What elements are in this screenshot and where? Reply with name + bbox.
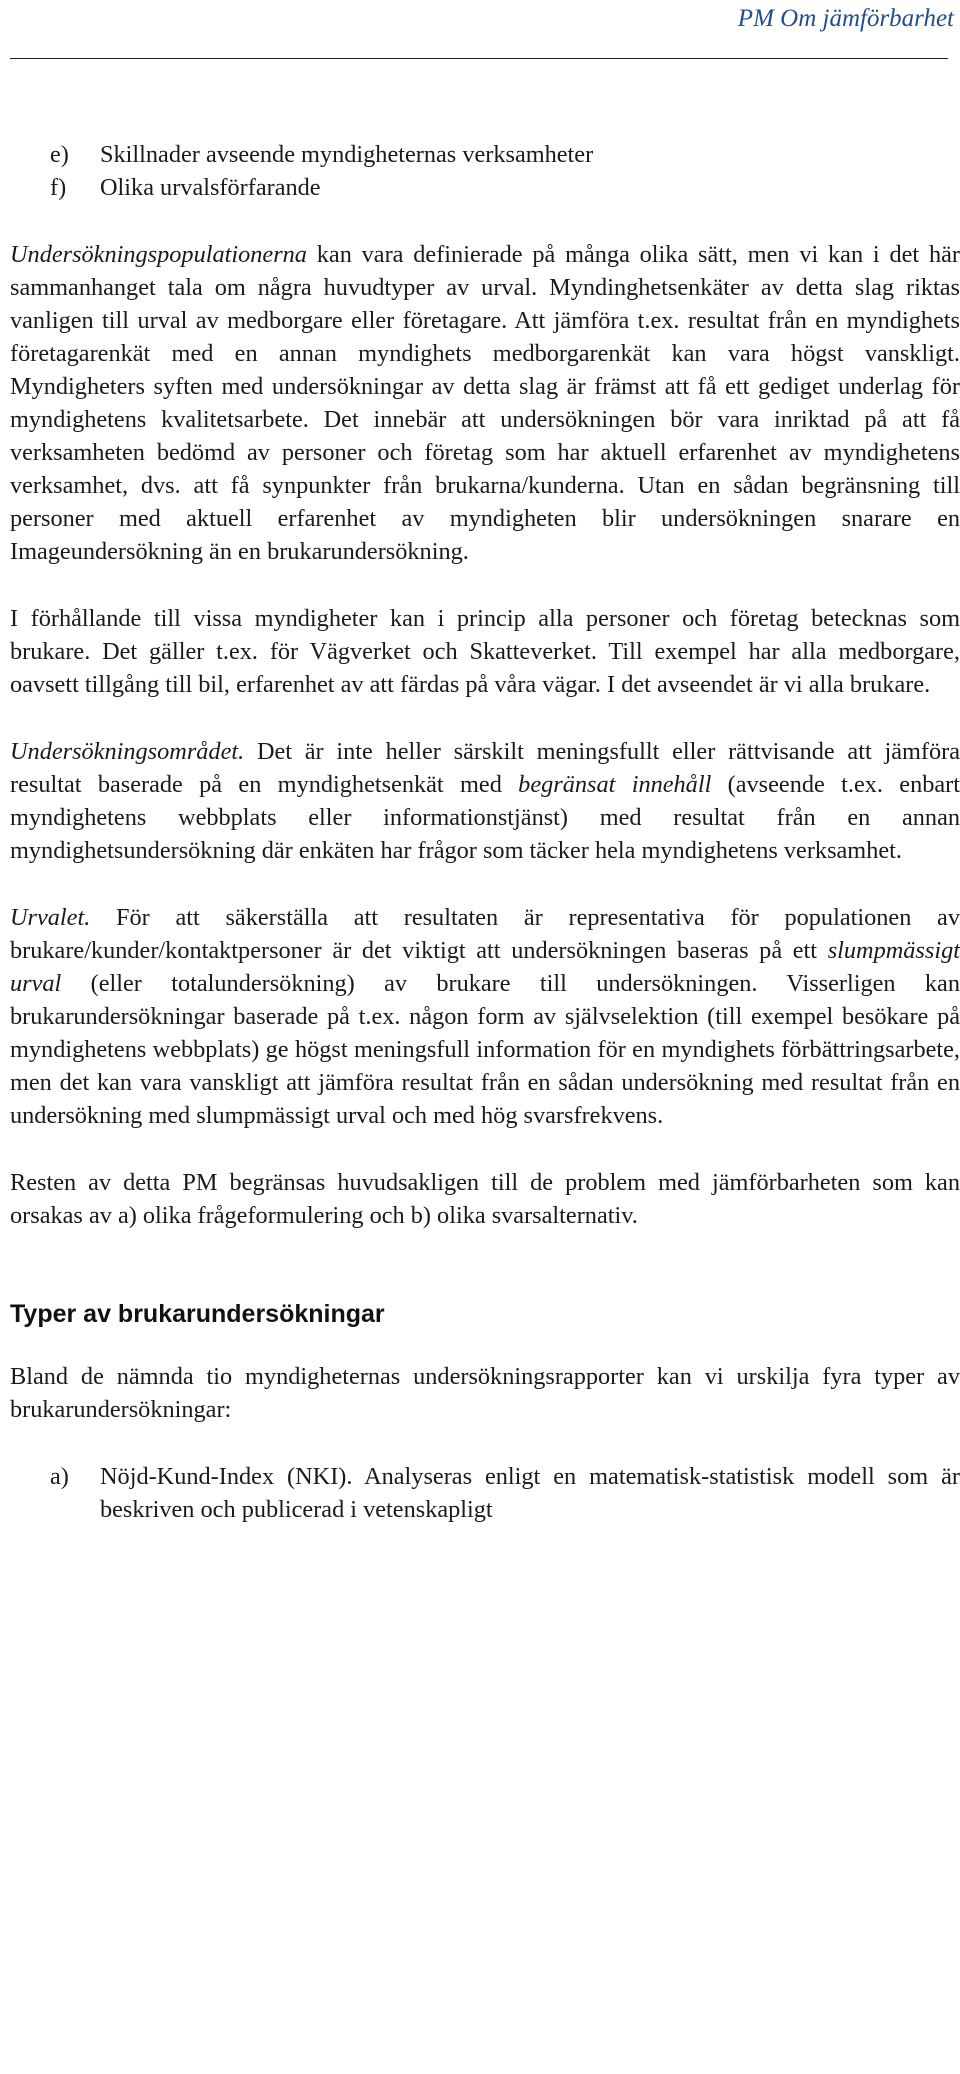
section-heading: Typer av brukarundersökningar [10,1300,385,1328]
list-marker: e) [50,141,69,168]
top-list [10,138,960,204]
paragraph-scope [10,735,960,867]
document-body [10,138,960,1526]
list-marker: f) [50,174,67,201]
section-intro: Bland de nämnda tio myndigheternas undersökningsrapporter kan vi urskilja fyra typer av brukarundersökningar: [10,1363,960,1423]
list-item-text: Skillnader avseende myndigheternas verksamheter [100,141,594,168]
paragraph-lead: Undersökningsområdet. [10,738,245,765]
paragraph-users: I förhållande till vissa myndigheter kan i princip alla personer och företag betecknas som brukare. Det gäller t.ex. för Vägverket och Skatteverket. Till exempel har alla medborgare, oavsett tillgång till bil, erfarenhet av att färdas på våra vägar. I det avseendet är vi alla brukare. [10,605,960,698]
paragraph-sample [10,901,960,1132]
paragraph-text: Det är inte heller särskilt meningsfullt eller rättvisande att jämföra resultat baserade på en myndighetsenkät med [10,738,960,798]
list-item [10,1460,960,1526]
header-rule [10,58,948,59]
list-item [10,138,960,171]
paragraph-lead: Undersökningspopulationerna [10,241,307,268]
paragraph-rest: Resten av detta PM begränsas huvudsakligen till de problem med jämförbarheten som kan orsakas av a) olika frågeformulering och b) olika svarsalternativ. [10,1169,960,1229]
paragraph-text: (eller totalundersökning) av brukare till undersökningen. Visserligen kan brukarundersökningar baserade på t.ex. någon form av självselektion (till exempel besökare på myndighetens webbplats) ge högst meningsfull information för en myndighets förbättringsarbete, men det kan vara vanskligt att jämföra resultat från en sådan undersökning med resultat från en undersökning med slumpmässigt urval och med hög svarsfrekvens. [10,970,960,1129]
list-item-text: Olika urvalsförfarande [100,174,321,201]
paragraph-text: (avseende t.ex. enbart myndighetens webbplats eller informationstjänst) med resultat från en annan myndighetsundersökning där enkäten har frågor som täcker hela myndighetens verksamhet. [10,771,960,864]
running-header: PM Om jämförbarhet [737,5,954,32]
paragraph-emphasis: begränsat innehåll [518,771,712,798]
types-list [10,1460,960,1526]
list-item-text: Nöjd-Kund-Index (NKI). Analyseras enligt en matematisk-statistisk modell som är beskriven och publicerad i vetenskapligt [100,1463,960,1523]
paragraph-lead: Urvalet. [10,904,91,931]
list-item [10,171,960,204]
list-marker: a) [50,1463,69,1490]
paragraph-text: För att säkerställa att resultaten är representativa för populationen av brukare/kunder/kontaktpersoner är det viktigt att undersökningen baseras på ett [10,904,960,964]
paragraph-populations [10,238,960,568]
paragraph-text: kan vara definierade på många olika sätt, men vi kan i det här sammanhanget tala om några huvudtyper av urval. Myndinghetsenkäter av detta slag riktas vanligen till urval av medborgare eller företagare. Att jämföra t.ex. resultat från en myndighets företagarenkät med en annan myndighets medborgarenkät kan vara högst vanskligt. Myndigheters syften med undersökningar av detta slag är främst att få ett gediget underlag för myndighetens kvalitetsarbete. Det innebär att undersökningen bör vara inriktad på att få verksamheten bedömd av personer och företag som har aktuell erfarenhet av myndighetens verksamhet, dvs. att få synpunkter från brukarna/kunderna. Utan en sådan begränsning till personer med aktuell erfarenhet av myndigheten blir undersökningen snarare en Imageundersökning än en brukarundersökning. [10,241,960,565]
paragraph-emphasis: slumpmässigt urval [10,937,960,997]
